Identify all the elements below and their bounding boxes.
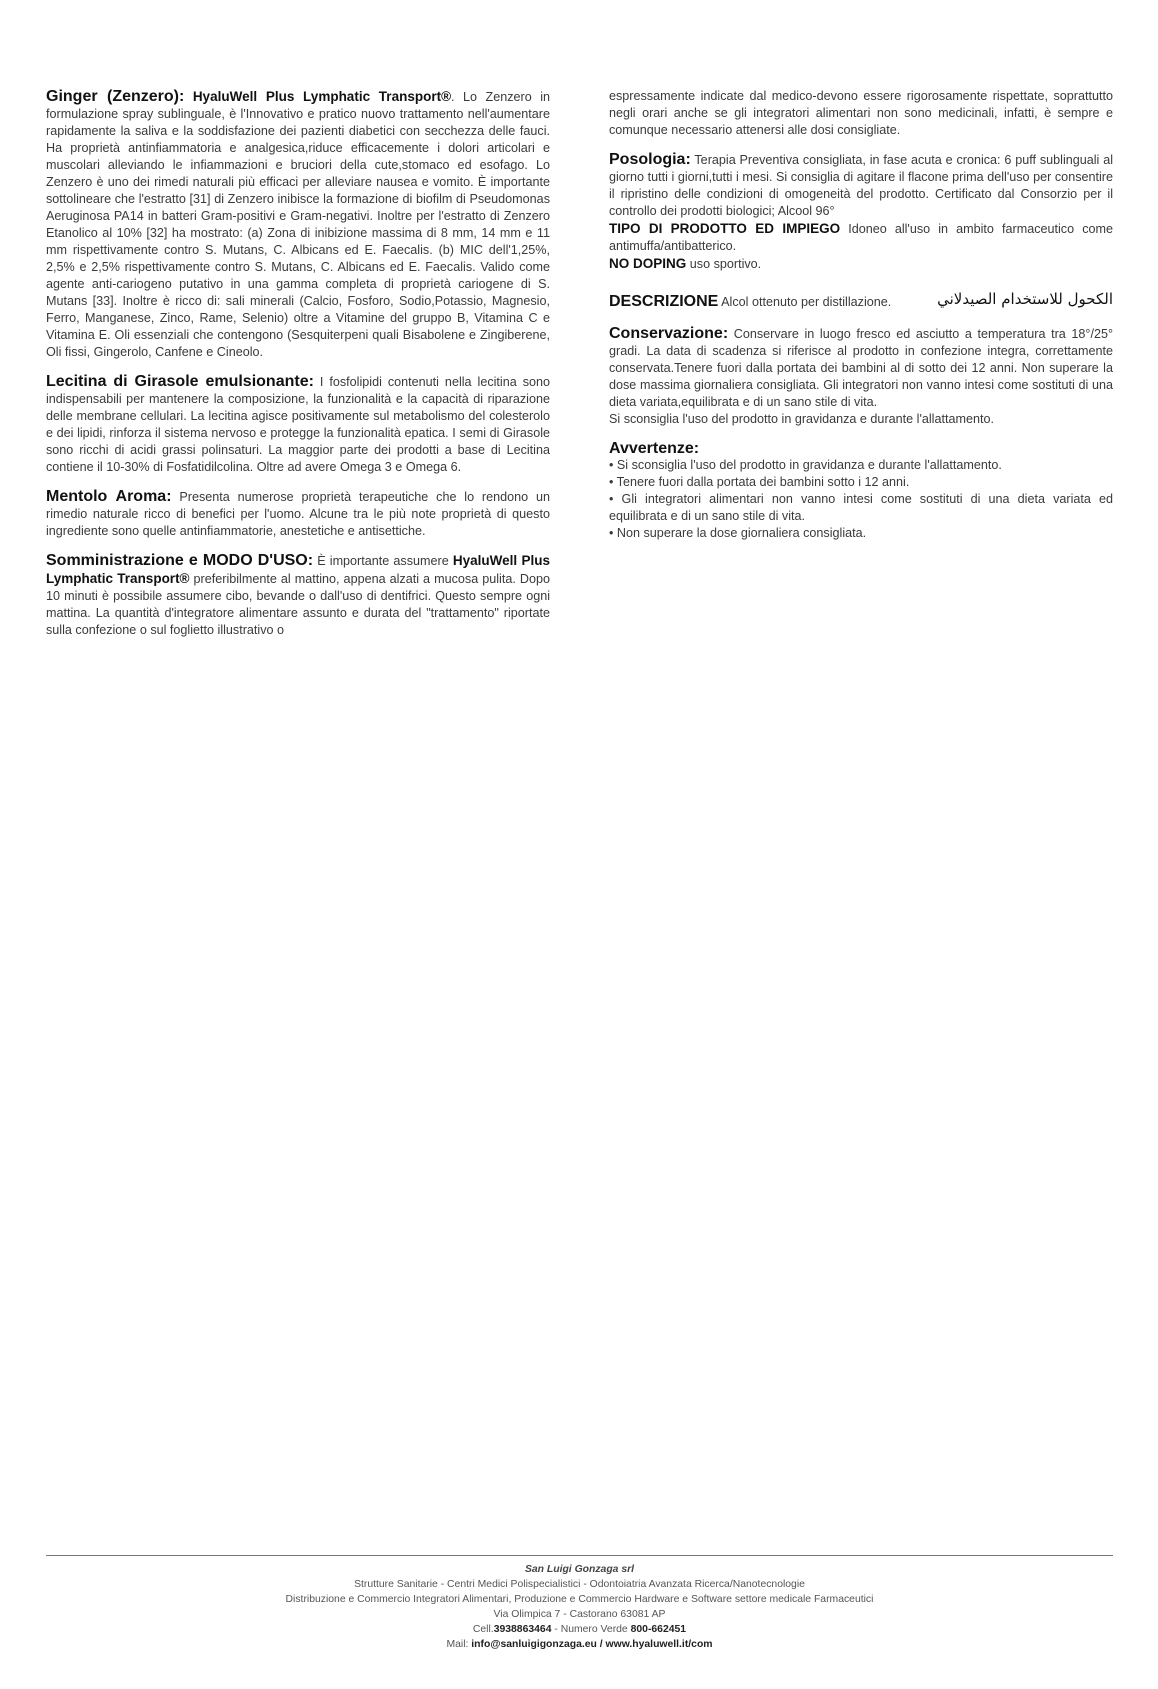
- right-column: [609, 88, 1113, 554]
- footer-verde-label: - Numero Verde: [551, 1624, 631, 1635]
- descrizione-arabic: الكحول للاستخدام الصيدلاني: [937, 290, 1113, 308]
- ginger-paragraph: [46, 88, 550, 361]
- ginger-text: . Lo Zenzero in formulazione spray sublinguale, è l'Innovativo e pratico nuovo trattamento nell'aumentare rapidamente la saliva e la soddisfazione dei pazienti diabetici con secchezza delle fauci. Ha proprietà antinfiammatoria e analgesica,riduce efficacemente i dolori articolari e muscolari alleviando le infiammazioni e bruciori della cute,stomaco ed esofago. Lo Zenzero è uno dei rimedi naturali più efficaci per alleviare nausea e vomito. È importante sottolineare che l'estratto [31] di Zenzero inibisce la formazione di biofilm di Pseudomonas Aeruginosa PA14 in batteri Gram-positivi e Gram-negativi. Inoltre per l'estratto di Zenzero Etanolico al 10% [32] ha mostrato: (a) Zona di inibizione massima di 8 mm, 14 mm e 11 mm rispettivamente contro S. Mutans, C. Albicans ed E. Faecalis. (b) MIC dell'1,25%, 2,5% e 2,5% rispettivamente contro S. Mutans, C. Albicans ed E. Faecalis. Valido come agente anti-cariogeno putativo in una gamma completa di proprietà cariogene di S. Mutans [33]. Inoltre è ricco di: sali minerali (Calcio, Fosforo, Sodio,Potassio, Magnesio, Ferro, Manganese, Zinco, Rame, Selenio) oltre a Vitamine del gruppo B, Vitamina C e Vitamina E. Oli essenziali che contengono (Sesquiterpeni quali Bisabolene e Zingiberene, Oli fissi, Gingerolo, Canfene e Cineolo.: [46, 90, 550, 359]
- somministrazione-heading: Somministrazione e MODO D'USO:: [46, 552, 314, 569]
- footer-cell-label: Cell.: [472, 1624, 494, 1635]
- lecitina-heading: Lecitina di Girasole emulsionante:: [46, 373, 314, 390]
- footer-line-2: Distribuzione e Commercio Integratori Alimentari, Produzione e Commercio Hardware e Software settore medicale Farmaceutici: [285, 1594, 874, 1605]
- somministrazione-product-name: HyaluWell Plus Lymphatic Transport®: [46, 553, 551, 586]
- section-descrizione: [609, 290, 1113, 311]
- posologia-heading: Posologia:: [609, 151, 691, 168]
- footer-cell-number: 3938863464: [493, 1624, 552, 1635]
- continuation-paragraph: espressamente indicate dal medico-devono essere rigorosamente rispettate, soprattutto negli orari anche se gli integratori alimentari non sono medicinali, infatti, è sempre e comunque necessario attenersi alle dosi consigliate.: [609, 89, 1113, 137]
- tipo-prodotto-paragraph: [609, 220, 1113, 255]
- posologia-text: Terapia Preventiva consigliata, in fase acuta e cronica: 6 puff sublinguali al giorno tutti i giorni,tutti i mesi. Si consiglia di agitare il flacone prima dell'uso per consentire il ripristino delle condizioni di omogeneità del prodotto. Certificato dal Consorzio per il controllo dei prodotti biologici; Alcool 96°: [609, 153, 1113, 218]
- descrizione-paragraph: [609, 290, 1113, 311]
- somministrazione-paragraph: [46, 552, 550, 639]
- section-posologia: [609, 151, 1113, 273]
- section-conservazione: [609, 325, 1113, 428]
- section-ginger: [46, 88, 550, 361]
- somministrazione-text-b: preferibilmente al mattino, appena alzati a mucosa pulita. Dopo 10 minuti è possibile assumere cibo, bevande o dall'uso di dentifrici. Questo sempre ogni mattina. La quantità d'integratore alimentare assunto e durata del "trattamento" riportate sulla confezione o sul foglietto illustrativo o: [46, 572, 550, 637]
- ginger-heading: Ginger (Zenzero):: [46, 88, 185, 105]
- posologia-paragraph: [609, 151, 1113, 220]
- avvertenze-heading: Avvertenze:: [609, 440, 700, 457]
- section-avvertenze: [609, 440, 1113, 542]
- conservazione-paragraph-2: Si sconsiglia l'uso del prodotto in gravidanza e durante l'allattamento.: [609, 412, 994, 426]
- no-doping-label: NO DOPING: [609, 256, 687, 271]
- left-column: [46, 88, 550, 651]
- ginger-product-name: HyaluWell Plus Lymphatic Transport®: [192, 89, 452, 104]
- section-somministrazione: [46, 552, 550, 639]
- mentolo-paragraph: [46, 488, 550, 540]
- conservazione-paragraph: [609, 325, 1113, 411]
- mentolo-heading: Mentolo Aroma:: [46, 488, 172, 505]
- footer-company: San Luigi Gonzaga srl: [524, 1564, 635, 1575]
- lecitina-paragraph: [46, 373, 550, 476]
- list-item: • Si sconsiglia l'uso del prodotto in gravidanza e durante l'allattamento.: [609, 458, 1002, 472]
- list-item: • Gli integratori alimentari non vanno intesi come sostituti di una dieta variata ed equilibrata e di un sano stile di vita.: [609, 492, 1113, 523]
- section-lecitina: [46, 373, 550, 476]
- descrizione-text: Alcol ottenuto per distillazione.: [718, 295, 892, 309]
- footer-mail: [46, 1637, 1113, 1652]
- list-item: • Tenere fuori dalla portata dei bambini sotto i 12 anni.: [609, 475, 910, 489]
- footer-mail-label: Mail:: [446, 1639, 472, 1650]
- lecitina-text: I fosfolipidi contenuti nella lecitina sono indispensabili per mantenere la composizione, la funzionalità e la capacità di riparazione delle membrane cellulari. La lecitina agisce positivamente sul metabolismo del colesterolo e dei lipidi, rinforza il sistema nervoso e protegge la funzionalità epatica. I semi di Girasole sono ricchi di acidi grassi polinsaturi. La maggior parte dei prodotti a base di Lecitina contiene il 10-30% di Fosfatidilcolina. Oltre ad avere Omega 3 e Omega 6.: [46, 375, 550, 474]
- footer-verde-number: 800-662451: [630, 1624, 687, 1635]
- footer-address: Via Olimpica 7 - Castorano 63081 AP: [493, 1609, 666, 1620]
- mentolo-text: Presenta numerose proprietà terapeutiche che lo rendono un rimedio naturale ricco di benefici per l'uomo. Alcune tra le più note proprietà di questo ingrediente sono quelle antinfiammatorie, anestetiche e antisettiche.: [46, 490, 550, 538]
- conservazione-text: Conservare in luogo fresco ed asciutto a temperatura tra 18°/25° gradi. La data di scadenza si riferisce al prodotto in confezione integra, correttamente conservata.Tenere fuori dalla portata dei bambini al di sotto dei 12 anni. Non superare la dose massima giornaliera consigliata. Gli integratori non vanno intesi come sostituti di una dieta variata,equilibrata e di un sano stile di vita.: [609, 327, 1113, 409]
- footer-mail-link[interactable]: info@sanluigigonzaga.eu / www.hyaluwell.it/com: [471, 1639, 713, 1650]
- list-item: • Non superare la dose giornaliera consigliata.: [609, 526, 867, 540]
- footer: [46, 1562, 1113, 1652]
- no-doping-text: uso sportivo.: [686, 257, 762, 271]
- somministrazione-text-a: È importante assumere: [313, 554, 453, 568]
- footer-phones: [46, 1622, 1113, 1637]
- no-doping-paragraph: [609, 255, 1113, 273]
- footer-line-1: Strutture Sanitarie - Centri Medici Polispecialistici - Odontoiatria Avanzata Ricerca/Nanotecnologie: [354, 1579, 805, 1590]
- footer-divider: [46, 1555, 1113, 1556]
- section-continuation: [609, 88, 1113, 139]
- avvertenze-list: [609, 457, 1113, 542]
- section-mentolo: [46, 488, 550, 540]
- descrizione-heading: DESCRIZIONE: [609, 293, 719, 310]
- tipo-prodotto-text: Idoneo all'uso in ambito farmaceutico come antimuffa/antibatterico.: [609, 222, 1113, 253]
- conservazione-heading: Conservazione:: [609, 325, 729, 342]
- tipo-prodotto-label: TIPO DI PRODOTTO ED IMPIEGO: [609, 221, 841, 236]
